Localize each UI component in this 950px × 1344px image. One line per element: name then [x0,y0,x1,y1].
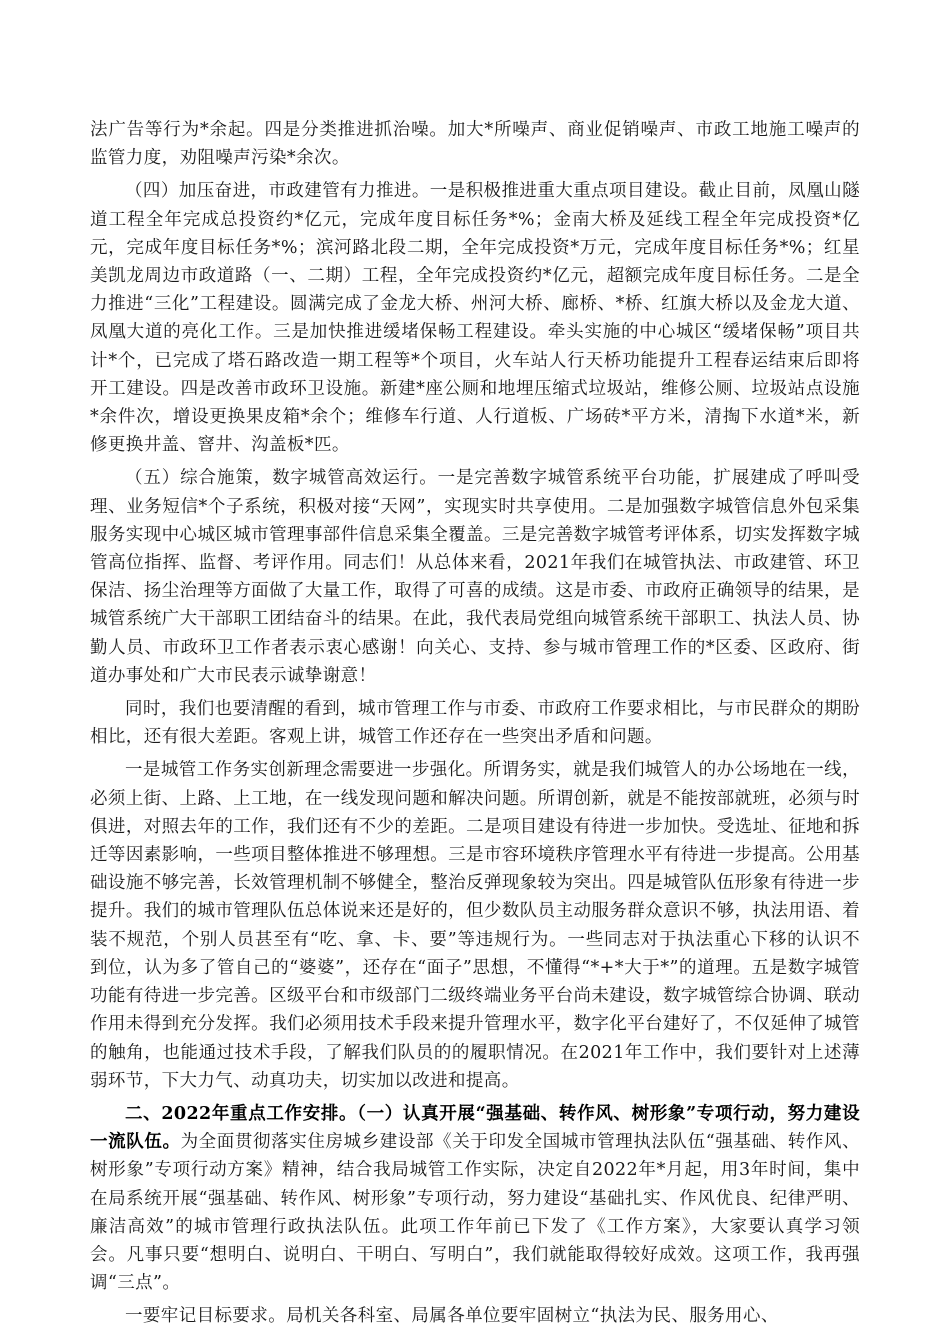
paragraph-2 [90,177,860,459]
paragraph-1 [90,116,860,172]
paragraph-6 [90,1100,860,1297]
paragraph-5-text: 一是城管工作务实创新理念需要进一步强化。所谓务实，就是我们城管人的办公场地在一线，必须上街、上路、上工地，在一线发现问题和解决问题。所谓创新，就是不能按部就班，必须与时俱进，对照去年的工作，我们还有不少的差距。二是项目建设有待进一步加快。受选址、征地和拆迁等因素影响，一些项目整体推进不够理想。三是市容环境秩序管理水平有待进一步提高。公用基础设施不够完善，长效管理机制不够健全，整治反弹现象较为突出。四是城管队伍形象有待进一步提升。我们的城市管理队伍总体说来还是好的，但少数队员主动服务群众意识不够，执法用语、着装不规范，个别人员甚至有“吃、拿、卡、要”等违规行为。一些同志对于执法重心下移的认识不到位，认为多了管自己的“婆婆”，还存在“面子”思想，不懂得“*+*大于*”的道理。五是数字城管功能有待进一步完善。区级平台和市级部门二级终端业务平台尚未建设，数字城管综合协调、联动作用未得到充分发挥。我们必须用技术手段来提升管理水平，数字化平台建好了，不仅延伸了城管的触角，也能通过技术手段，了解我们队员的的履职情况。在2021年工作中，我们要针对上述薄弱环节，下大力气、动真功夫，切实加以改进和提高。 [90,760,860,1091]
paragraph-6-text: 为全面贯彻落实住房城乡建设部《关于印发全国城市管理执法队伍“强基础、转作风、树形象”专项行动方案》精神，结合我局城管工作实际，决定自2022年*月起，用3年时间，集中在局系统开展“强基础、转作风、树形象”专项行动，努力建设“基础扎实、作风优良、纪律严明、廉洁高效”的城市管理行政执法队伍。此项工作年前已下发了《工作方案》，大家要认真学习领会。凡事只要“想明白、说明白、干明白、写明白”，我们就能取得较好成效。这项工作，我再强调“三点”。 [90,1132,860,1294]
paragraph-4-text: 同时，我们也要清醒的看到，城市管理工作与市委、市政府工作要求相比，与市民群众的期盼相比，还有很大差距。客观上讲，城管工作还存在一些突出矛盾和问题。 [90,699,860,748]
paragraph-5 [90,756,860,1094]
paragraph-4 [90,695,860,751]
section-heading: 二、2022年重点工作安排。（一）认真开展“强基础、转作风、树形象”专项行动，努力建设一流队伍。 [90,1103,860,1153]
paragraph-3-text: （五）综合施策，数字城管高效运行。一是完善数字城管系统平台功能，扩展建成了呼叫受理、业务短信*个子系统，积极对接“天网”，实现实时共享使用。二是加强数字城管信息外包采集服务实现中心城区城市管理事部件信息采集全覆盖。三是完善数字城管考评体系，切实发挥数字城管高位指挥、监督、考评作用。同志们！从总体来看，2021年我们在城管执法、市政建管、环卫保洁、扬尘治理等方面做了大量工作，取得了可喜的成绩。这是市委、市政府正确领导的结果，是城管系统广大干部职工团结奋斗的结果。在此，我代表局党组向城管系统干部职工、执法人员、协勤人员、市政环卫工作者表示衷心感谢！向关心、支持、参与城市管理工作的*区委、区政府、街道办事处和广大市民表示诚挚谢意！ [90,468,860,686]
paragraph-3 [90,464,860,690]
paragraph-7-text: 一要牢记目标要求。局机关各科室、局属各单位要牢固树立“执法为民、服务用心、 [125,1306,779,1327]
document-page [90,116,860,1336]
paragraph-2-text: （四）加压奋进，市政建管有力推进。一是积极推进重大重点项目建设。截止目前，凤凰山隧道工程全年完成总投资约*亿元，完成年度目标任务*%；金南大桥及延线工程全年完成投资*亿元，完成年度目标任务*%；滨河路北段二期，全年完成投资*万元，完成年度目标任务*%；红星美凯龙周边市政道路（一、二期）工程，全年完成投资约*亿元，超额完成年度目标任务。二是全力推进“三化”工程建设。圆满完成了金龙大桥、州河大桥、廊桥、*桥、红旗大桥以及金龙大道、凤凰大道的亮化工作。三是加快推进缓堵保畅工程建设。牵头实施的中心城区“缓堵保畅”项目共计*个，已完成了塔石路改造一期工程等*个项目，火车站人行天桥功能提升工程春运结束后即将开工建设。四是改善市政环卫设施。新建*座公厕和地埋压缩式垃圾站，维修公厕、垃圾站点设施*余件次，增设更换果皮箱*余个；维修车行道、人行道板、广场砖*平方米，清掏下水道*米，新修更换井盖、窨井、沟盖板*匹。 [90,181,860,456]
paragraph-7 [90,1302,860,1330]
paragraph-1-text: 法广告等行为*余起。四是分类推进抓治噪。加大*所噪声、商业促销噪声、市政工地施工噪声的监管力度，劝阻噪声污染*余次。 [90,120,860,169]
